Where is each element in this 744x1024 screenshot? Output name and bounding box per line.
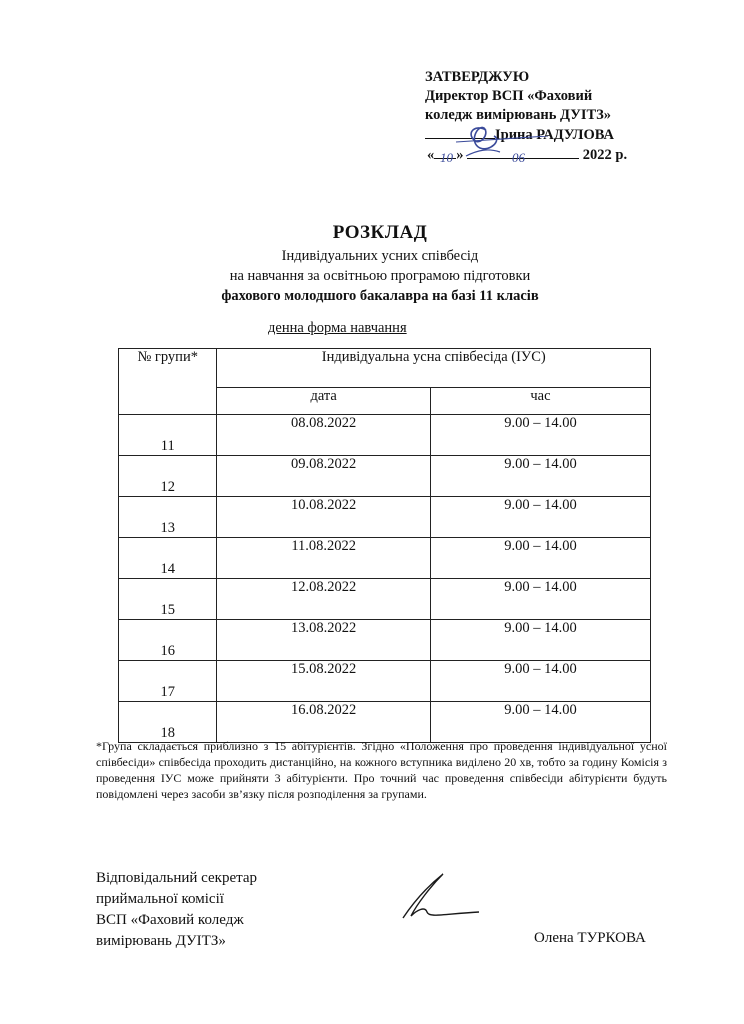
- group-cell: 15: [119, 579, 217, 620]
- table-row: [119, 579, 651, 620]
- time-cell: 9.00 – 14.00: [430, 620, 650, 661]
- approval-day-blank: [434, 145, 456, 159]
- signer-line4: вимірювань ДУІТЗ»: [96, 933, 226, 949]
- approval-month-handwritten: 06: [512, 150, 525, 165]
- col-date-header: дата: [217, 388, 430, 415]
- table-row: [119, 538, 651, 579]
- date-cell: 09.08.2022: [217, 456, 430, 497]
- approval-day-handwritten: 10: [440, 150, 453, 165]
- time-cell: 9.00 – 14.00: [430, 538, 650, 579]
- date-cell: 10.08.2022: [217, 497, 430, 538]
- group-cell: 12: [119, 456, 217, 497]
- table-row: [119, 702, 651, 743]
- signer-line2: приймальної комісії: [96, 891, 224, 907]
- col-group-header: № групи*: [119, 349, 217, 415]
- group-cell: 18: [119, 702, 217, 743]
- time-cell: 9.00 – 14.00: [430, 702, 650, 743]
- document-subtitle3: фахового молодшого бакалавра на базі 11 класів: [221, 288, 539, 304]
- table-row: [119, 661, 651, 702]
- signer-signature-icon: [393, 866, 483, 928]
- table-row: [119, 620, 651, 661]
- document-subtitle2: на навчання за освітньою програмою підготовки: [229, 268, 531, 284]
- approval-year: 2022 р.: [582, 147, 628, 163]
- time-cell: 9.00 – 14.00: [430, 661, 650, 702]
- table-row: [119, 415, 651, 456]
- date-cell: 13.08.2022: [217, 620, 430, 661]
- approval-date-close-quote: »: [456, 147, 464, 163]
- date-cell: 15.08.2022: [217, 661, 430, 702]
- group-cell: 16: [119, 620, 217, 661]
- group-cell: 17: [119, 661, 217, 702]
- table-row: [119, 497, 651, 538]
- signer-block: [96, 868, 356, 952]
- approval-date-open-quote: «: [427, 147, 435, 163]
- signer-name: Олена ТУРКОВА: [534, 930, 646, 946]
- approval-block: [425, 68, 725, 165]
- approval-signature-line: [425, 125, 495, 139]
- group-cell: 13: [119, 497, 217, 538]
- time-cell: 9.00 – 14.00: [430, 456, 650, 497]
- col-time-header: час: [430, 388, 650, 415]
- group-cell: 14: [119, 538, 217, 579]
- table-row: [119, 456, 651, 497]
- date-cell: 12.08.2022: [217, 579, 430, 620]
- time-cell: 9.00 – 14.00: [430, 497, 650, 538]
- signer-line1: Відповідальний секретар: [96, 870, 258, 886]
- document-subtitle1: Індивідуальних усних співбесід: [281, 248, 479, 264]
- date-cell: 16.08.2022: [217, 702, 430, 743]
- approval-month-blank: [467, 145, 579, 159]
- time-cell: 9.00 – 14.00: [430, 579, 650, 620]
- footnote: *Група складається приблизно з 15 абітурієнтів. Згідно «Положення про проведення індивідуальної усної співбесіди» співбесіда проходить дистанційно, на кожного вступника виділено 20 хв, тобто за годину Комісія з проведення ІУС може прийняти 3 абітурієнти. Про точний час проведення співбесіди абітурієнти будуть повідомлені через засоби зв’язку після розподілення за групами.: [96, 739, 667, 801]
- approval-position-line1: Директор ВСП «Фаховий: [425, 88, 593, 104]
- form-of-study: денна форма навчання: [268, 320, 407, 336]
- approval-heading: ЗАТВЕРДЖУЮ: [425, 69, 530, 85]
- schedule-table: [118, 348, 651, 743]
- date-cell: 11.08.2022: [217, 538, 430, 579]
- time-cell: 9.00 – 14.00: [430, 415, 650, 456]
- col-ius-header: Індивідуальна усна співбесіда (ІУС): [217, 349, 651, 388]
- signer-line3: ВСП «Фаховий коледж: [96, 912, 244, 928]
- approval-position-line2: коледж вимірювань ДУІТЗ»: [425, 107, 612, 123]
- date-cell: 08.08.2022: [217, 415, 430, 456]
- group-cell: 11: [119, 415, 217, 456]
- document-header: [110, 222, 650, 306]
- approval-signatory: Ірина РАДУЛОВА: [495, 127, 614, 143]
- document-title: РОЗКЛАД: [332, 222, 428, 243]
